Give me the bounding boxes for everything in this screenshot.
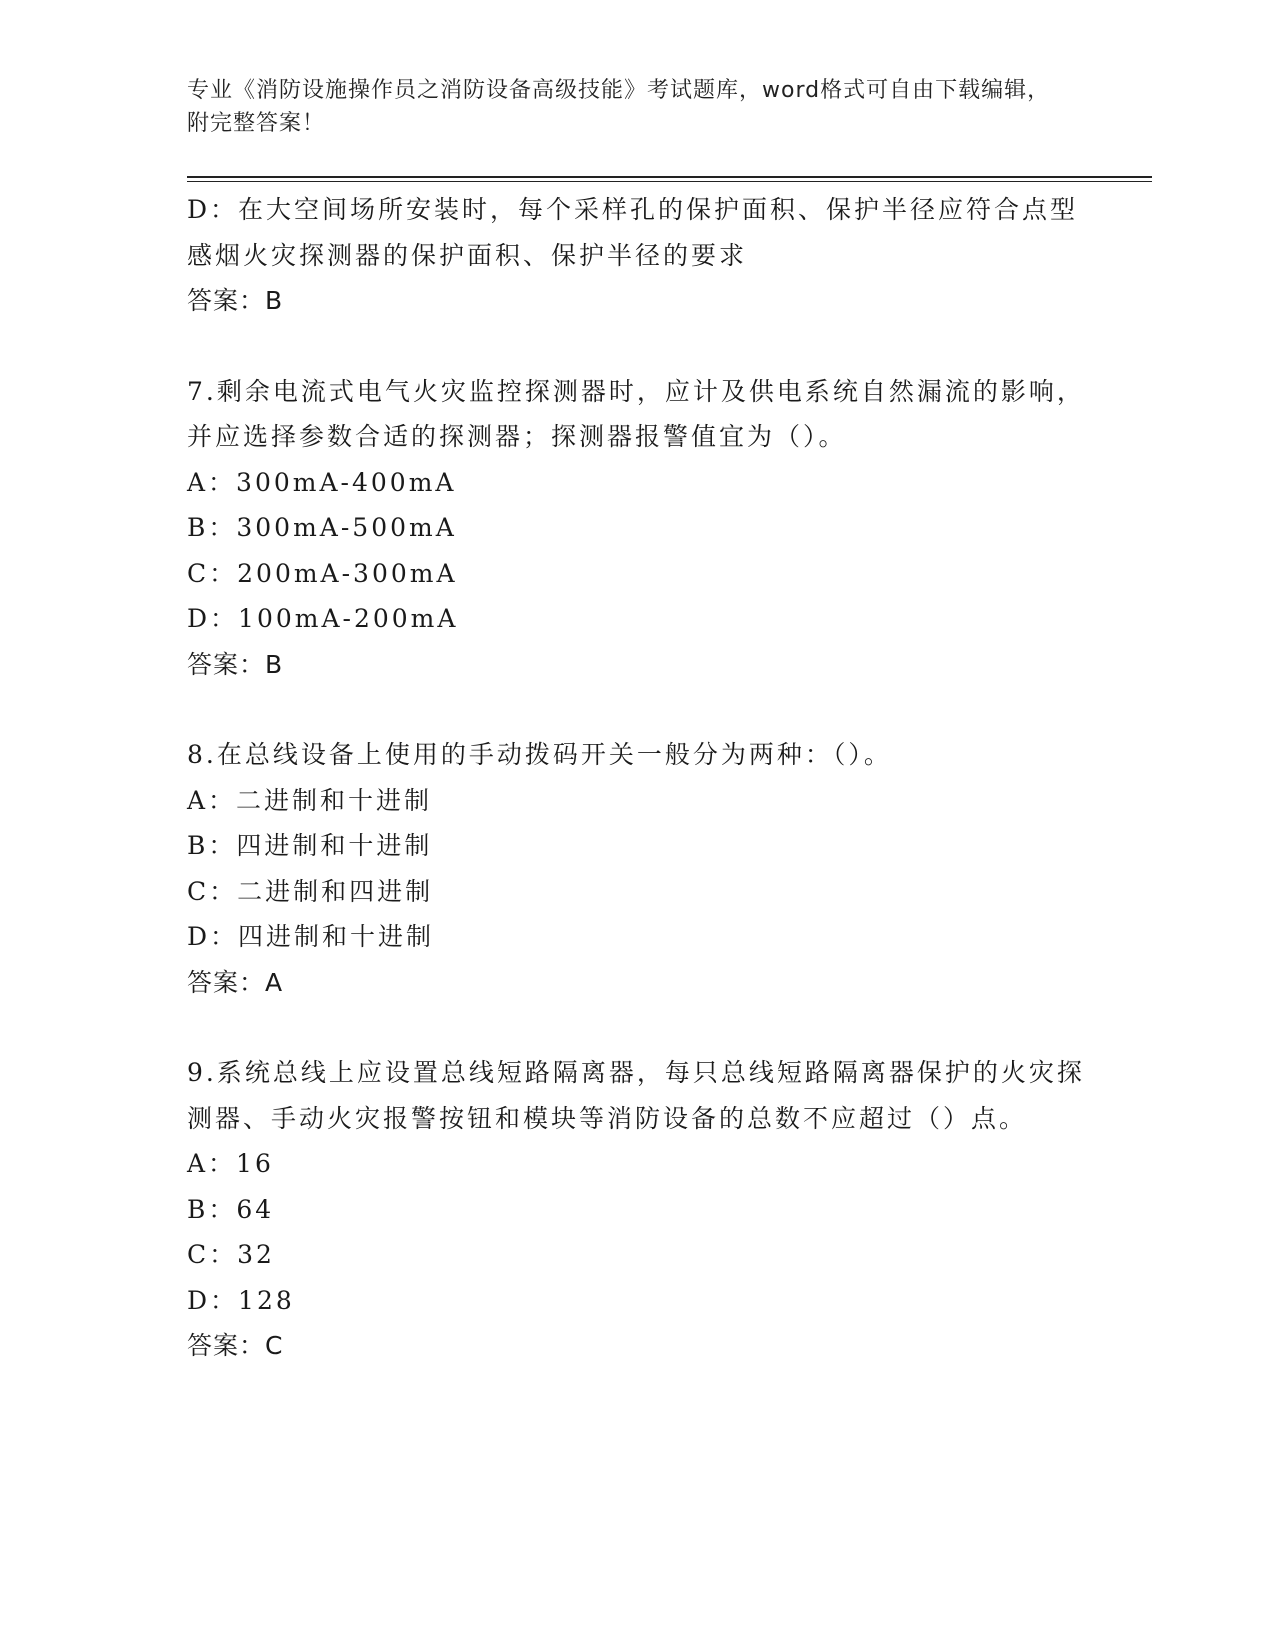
question-stem: 8.在总线设备上使用的手动拨码开关一般分为两种：（）。 <box>187 740 892 769</box>
option-d: D：在大空间场所安装时，每个采样孔的保护面积、保护半径应符合点型感烟火灾探测器的保护面积、保护半径的要求 <box>187 195 1079 270</box>
option-a: A：300mA-400mA <box>187 467 457 497</box>
answer-line: 答案：B <box>187 649 284 679</box>
header-rule-thick <box>187 176 1152 178</box>
answer-line: 答案：B <box>187 286 284 315</box>
answer-line: 答案：C <box>187 1331 284 1360</box>
question-7 <box>187 369 1087 688</box>
question-stem: 9.系统总线上应设置总线短路隔离器，每只总线短路隔离器保护的火灾探测器、手动火灾报警按钮和模块等消防设备的总数不应超过（）点。 <box>187 1058 1085 1133</box>
option-c: C：200mA-300mA <box>187 558 458 588</box>
option-d: D：128 <box>187 1285 295 1315</box>
question-9 <box>187 1050 1087 1369</box>
question-stem: 7.剩余电流式电气火灾监控探测器时，应计及供电系统自然漏流的影响，并应选择参数合适的探测器；探测器报警值宜为（）。 <box>187 376 1085 451</box>
question-list <box>187 187 1087 1414</box>
question-6-tail <box>187 187 1087 324</box>
option-d: D：100mA-200mA <box>187 604 459 633</box>
header-rule-thin <box>187 181 1152 182</box>
option-d: D：四进制和十进制 <box>187 922 435 951</box>
option-a: A：16 <box>187 1149 274 1178</box>
option-c: C：32 <box>187 1240 275 1269</box>
page-header: 专业《消防设施操作员之消防设备高级技能》考试题库，word格式可自由下载编辑，附完整答案！ <box>187 78 1051 136</box>
option-b: B：四进制和十进制 <box>187 831 433 860</box>
option-b: B：64 <box>187 1194 275 1224</box>
option-b: B：300mA-500mA <box>187 513 457 542</box>
answer-line: 答案：A <box>187 967 284 997</box>
question-8 <box>187 732 1087 1005</box>
option-a: A：二进制和十进制 <box>187 785 433 815</box>
option-c: C：二进制和四进制 <box>187 876 434 906</box>
